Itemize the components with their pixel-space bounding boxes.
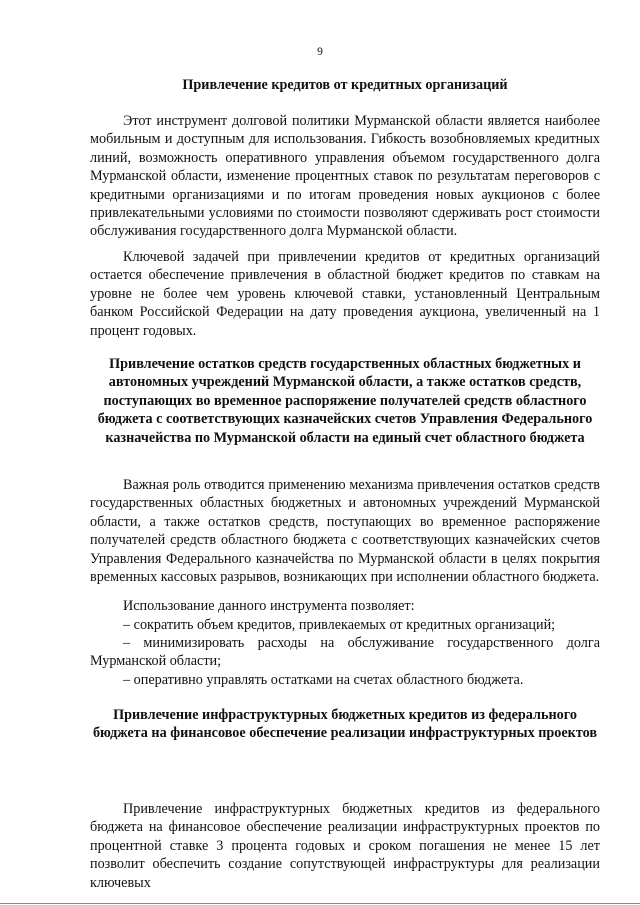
paragraph-credits-flexibility: Этот инструмент долговой политики Мурманской области является наиболее мобильным и доступным для использования. Гибкость возобновляемых кредитных линий, возможность оперативного управления объемом государственного долга Мурманской области, изменение процентных ставок по результатам переговоров с кредитными организациями и по итогам проведения новых аукционов с более привлекательными условиями по стоимости позволяют сдерживать рост стоимости обслуживания государственного долга Мурманской области. <box>90 113 600 240</box>
section-heading-balances: Привлечение остатков средств государственных областных бюджетных и автономных учреждений Мурманской области, а также остатков средств, поступающих во временное распоряжение получателей средств областного бюджета с соответствующих казначейских счетов Управления Федерального казначейства по Мурманской области на единый счет областного бюджета <box>97 356 593 446</box>
paragraph-balances-role: Важная роль отводится применению механизма привлечения остатков средств государственных областных бюджетных и автономных учреждений Мурманской области, а также остатков средств, поступающих во временное распоряжение получателей средств областного бюджета с соответствующих казначейских счетов Управления Федерального казначейства по Мурманской области в целях покрытия временных кассовых разрывов, возникающих при исполнении областного бюджета. <box>90 477 600 586</box>
paragraph-infrastructure-credits: Привлечение инфраструктурных бюджетных кредитов из федерального бюджета на финансовое обеспечение реализации инфраструктурных проектов по процентной ставке 3 процента годовых и сроком погашения не менее 15 лет позволит обеспечить создание сопутствующей инфраструктуры для реализации ключевых <box>90 801 600 891</box>
section-heading-credits: Привлечение кредитов от кредитных организаций <box>182 77 508 93</box>
paragraph-credits-key-task: Ключевой задачей при привлечении кредитов от кредитных организаций остается обеспечение привлечения в областной бюджет кредитов по ставкам на уровне не более чем уровень ключевой ставки, установленный Центральным банком Российской Федерации на дату проведения аукциона, увеличенный на 1 процент годовых. <box>90 249 600 339</box>
list-intro: Использование данного инструмента позволяет: <box>123 598 415 614</box>
list-item: – минимизировать расходы на обслуживание государственного долга Мурманской области; <box>90 635 600 670</box>
page-edge-line <box>0 903 640 904</box>
section-heading-infrastructure: Привлечение инфраструктурных бюджетных кредитов из федерального бюджета на финансовое обеспечение реализации инфраструктурных проектов <box>92 707 598 742</box>
list-item: – оперативно управлять остатками на счетах областного бюджета. <box>123 672 524 688</box>
list-item: – сократить объем кредитов, привлекаемых от кредитных организаций; <box>123 617 556 633</box>
page-number: 9 <box>317 46 323 58</box>
